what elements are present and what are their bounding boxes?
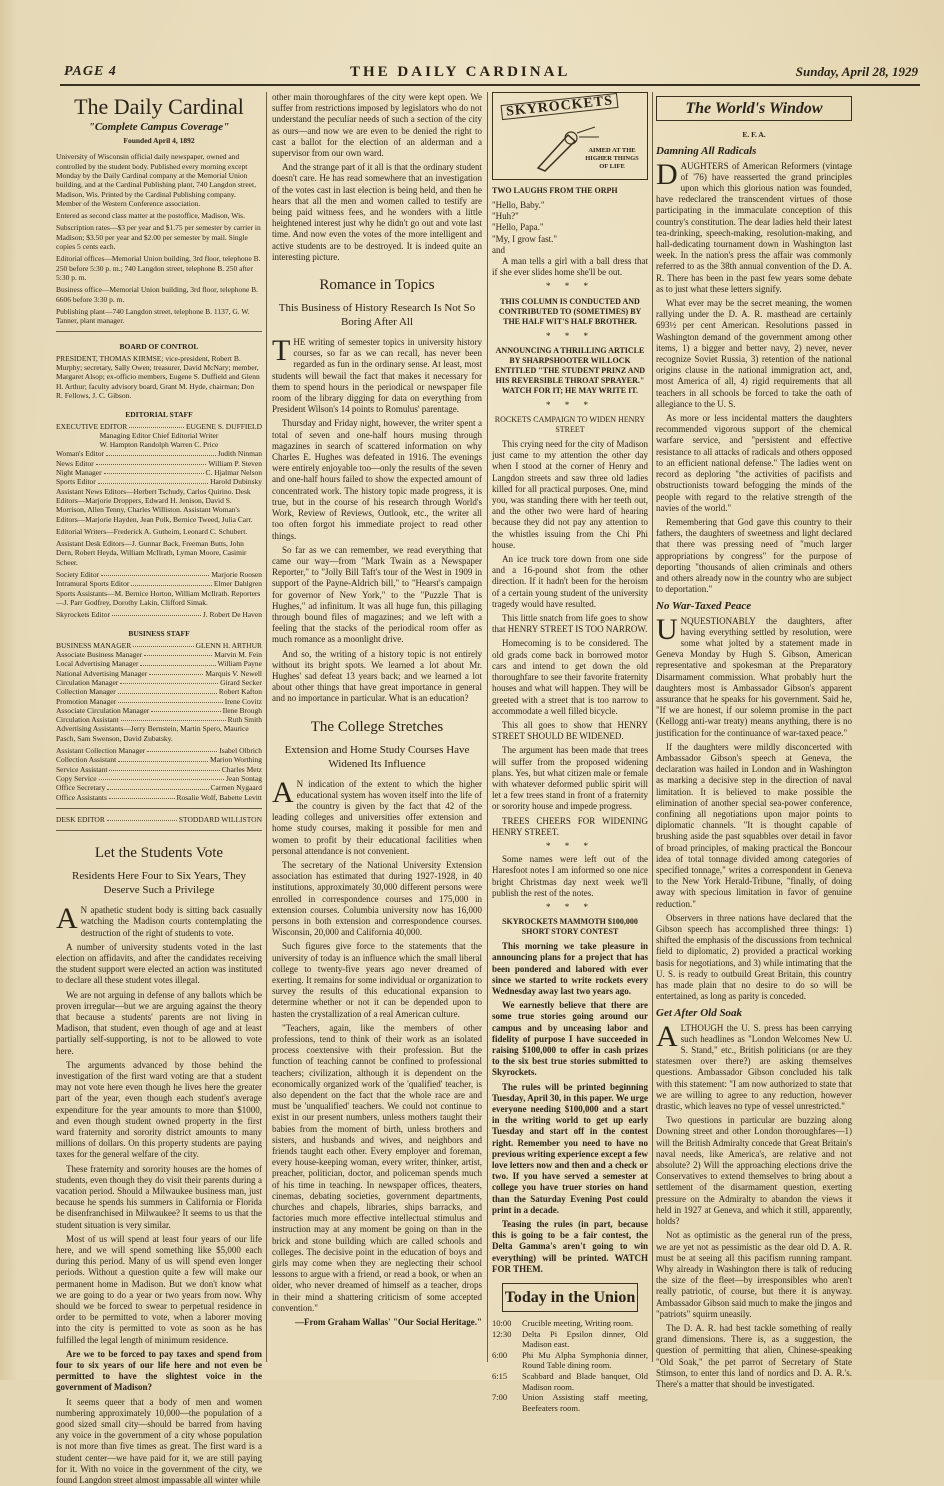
article-paragraph: Not as optimistic as the general run of the press, we are yet not as pessimistic as the dear old D. A. R. must be at seeing all this pacifism running rampant. Why already in Washington there is talk of reducing the size of the fleet—by irresponsibles who aren't really patriotic, of course, but there it is anyway. Ambassador Gibson said much to make the jingos and "patriots" squirm uneasily. — [656, 1230, 852, 1319]
writers-text: Editorial Writers—Frederick A. Gutheim, Leonard C. Schubert. — [56, 526, 248, 536]
staff-row: Night Manager C. Hjalmar Nelson — [56, 468, 262, 478]
column-paragraph: Some names were left out of the Haresfoot notes I am informed so one nice bright Christmas day next week we'll publish the rest of the notes. — [492, 854, 648, 898]
thrilling-notice: ANNOUNCING A THRILLING ARTICLE BY SHARPSHOOTER WILLOCK ENTITLED "THE STUDENT PRINZ AND HIS REVERSIBLE THROAT SPRAYER." WATCH FOR IT; HE MAY WRITE IT. — [494, 345, 646, 395]
subhead: No War-Taxed Peace — [656, 600, 752, 613]
editorial-paragraph: It seems queer that a body of men and women numbering approximately 10,000—the population of a good sized small city—should be barred from having any voice in the government of a city whose population is not more than five times as great. The first ward is a student center—we have paid for it, we are still paying for it. With no voice in the government of the city, we found Langdon street almost impassable all winter while — [56, 1396, 262, 1486]
editorial-paragraph: And so, the writing of a history topic is not entirely without its bright spots. We learned a lot about Mr. Hughes' sad defeat 13 years back; and we learned a lot about other things that have great importance in general and no importance in particular. What is an education? — [272, 648, 482, 704]
orph-line: "Hello, Baby." — [492, 200, 545, 210]
worlds-window-heading: The World's Window — [656, 96, 852, 121]
widen-heading: ROCKETS CAMPAIGN TO WIDEN HENRY STREET — [494, 415, 646, 435]
contest-paragraph: We earnestly believe that there are some true stories going around our campus and by unceasing labor and fidelity of purpose I have succeeded in raising $100,000 to offer in cash prizes to the six best true stories submitted to Skyrockets. — [492, 1000, 648, 1078]
drop-cap: A — [656, 1019, 678, 1053]
editorial-paragraph: N indication of the extent to which the higher educational system has woven itself into the life of the country is given by the fact that 42 of the leading colleges and universities offer extension and home study courses, making it possible for men and women to profit by their educational facilities when personal attendance is not convenient. — [272, 778, 482, 856]
board-text: PRESIDENT, THOMAS KIRMSE; vice-president, Robert B. Murphy; secretary, Sally Owen; treasurer, David McNary; member, Margaret Alsop; ex-officio members, Eugene S. Duffield and Glenn H. Arthur; faculty advisory board, Grant M. Hyde, chairman; Don R. Fellows, J. C. Gibson. — [56, 353, 260, 400]
editorial-paragraph: Most of us will spend at least four years of our life here, and we will spend something like $5,000 each during this period. Many of us will spend even longer periods. Without a question quite a few will make our permanent home in Madison. But we don't know what we are going to do a year or two years from now. Why should we be forced to swear to perpetual residence in order to be permitted to vote, when a laborer moving into the city is permitted to vote as soon as he has fulfilled the legal length of minimum residence. — [56, 1233, 262, 1345]
editorial-paragraph: The arguments advanced by those behind the investigation of the first ward voting are that a student may not vote here even though he lives here the greater part of the year, even though each student's average expenditure for the year amounts to more than $1000, and even though student owned property in the first ward fraternity and sorority district amounts to many millions of dollars. On this property students are paying taxes for the general welfare of the city. — [56, 1059, 262, 1160]
business-staff-heading: BUSINESS STAFF — [128, 629, 190, 639]
editorial-paragraph: HE writing of semester topics in university history courses, so far as we can recall, has never been regarded as fun in the ordinary sense. At least, most students will bewail the fact that makes it necessary for them to spend hours in the periodical or newspaper file room of the library digging for data on everything from President Wilson's 14 points to Romulus' parentage. — [272, 337, 482, 415]
author-initials: E. F. A. — [742, 130, 766, 140]
staff-row: Copy Service Jean Sontag — [56, 773, 262, 783]
staff-row: Circulation Assistant Ruth Smith — [56, 715, 262, 725]
staff-row: Local Advertising Manager William Payne — [56, 659, 262, 669]
issue-date: Sunday, April 28, 1929 — [795, 64, 918, 79]
editorial-paragraph: These fraternity and sorority houses are the homes of students, even though they do visit their parents during a vacation period. Should a Milwaukee business man, just because he spends his summers in California or Florida be disenfranchised in Milwaukee? It seems to us that the student situation is very similar. — [56, 1163, 262, 1230]
managing-names: W. Hampton Randolph Warren C. Price — [99, 440, 219, 450]
drop-cap: U — [656, 612, 678, 646]
staff-row: Office Secretary Carmen Nygaard — [56, 783, 262, 793]
board-heading: BOARD OF CONTROL — [119, 342, 199, 352]
column-paragraph: This little snatch from life goes to show that HENRY STREET IS TOO NARROW. — [492, 613, 648, 635]
contest-paragraph: Teasing the rules (in part, because this is going to be a fair contest, the Delta Gamma's aren't going to win everything) will be printed. WATCH FOR THEM. — [492, 1219, 648, 1274]
schedule-item: 6:15 Scabbard and Blade banquet, Old Madison room. — [492, 1371, 648, 1392]
about-text: University of Wisconsin official daily newspaper, owned and controlled by the student body. Published every morning except Monday by the Daily Cardinal company at the Memorial Union building, and at the Cardinal Publishing plant, 740 Langdon street, Madison, Wis. Printed by the Cardinal Publishing company. Member of the Western Conference association. — [56, 152, 256, 208]
column-rule — [266, 92, 267, 1362]
editorial-headline: The College Stretches — [310, 718, 444, 735]
article-paragraph: LTHOUGH the U. S. press has been carrying such headlines as "London Welcomes New U. S. Stand," etc., British politicians (or are they statesmen over there?) are asking themselves questions. Ambassador Gibson concluded his talk with this statement: "I am now authorized to state that we are willing to agree to any reduction, however drastic, which leaves no type of vessel unrestricted." — [656, 1022, 852, 1112]
editorial-deck: This Business of History Research Is Not So Boring After All — [278, 302, 476, 329]
conducted-notice: THIS COLUMN IS CONDUCTED AND CONTRIBUTED TO (SOMETIMES) BY THE HALF WIT'S HALF BROTHER. — [498, 296, 642, 326]
article-paragraph: Remembering that God gave this country to their fathers, the daughters of sweetness and light declared that there was pressing need of "much larger appropriations by congress" for the purpose of deporting "thousands of alien criminals and others and others already now in the country who are subject to deportation." — [656, 516, 852, 595]
editorial-staff-heading: EDITORIAL STAFF — [125, 410, 193, 420]
plant-text: Publishing plant—740 Langdon street, telephone B. 1137, G. W. Tanner, plant manager. — [56, 306, 250, 326]
staff-row: Promotion Manager Irene Covitz — [56, 696, 262, 706]
column-4 — [656, 92, 852, 1389]
schedule-item: 12:30 Delta Pi Epsilon dinner, Old Madison east. — [492, 1328, 648, 1350]
desk-editors-text: Assistant News Editors—Herbert Tschudy, Carlos Quirino. Desk Editors—Marjorie Droppers, Edward H. Jenison, David S. Morrison, Allen Tenny, Charles Williston. Assistant Woman's Editors—Marjorie Hayden, Jean Polk, Bernice Tweed, Julia Carr. — [56, 486, 253, 524]
editorial-paragraph: Such figures give force to the statements that the university of today is an influence which the small liberal college to twenty-five years ago never dreamed of exerting. It remains for some individual or organization to survey the results of this educational expansion to determine whether or not it can be depended upon to hasten the crystallization of a real American culture. — [272, 941, 482, 1019]
column-paragraph: The argument has been made that trees will suffer from the proposed widening plans. Yes, but what citizen male or female with whatever deformed public spirit will let a few trees stand in front of a fraternity or sorority house and impede progress. — [492, 745, 648, 812]
editorial-paragraph: A number of university students voted in the last election on affidavits, and after the candidates receiving the student support were elected an action was instituted to declare all these student votes illegal. — [56, 941, 262, 986]
entered-text: Entered as second class matter at the postoffice, Madison, Wis. — [56, 211, 245, 221]
article-paragraph: If the daughters were mildly disconcerted with Ambassador Gibson's speech at Geneva, the declaration was hailed in London and in Washington as marking a decisive step in the direction of naval limitation. It is believed to make possible the elimination of another special sea-power conference, confining all negotiations upon major points to diplomatic channels. "It is thought capable of brushing aside the past squabbles over detail in favor of broad principles, of making practical the Boncour idea of total tonnage divided among categories of specified tonnage," writes a correspondent in Geneva to the New York Herald-Tribune, "finally, of doing away with specious limitation in favor of genuine reduction." — [656, 741, 852, 909]
editorial-paragraph: N apathetic student body is sitting back casually watching the Madison courts contemplating the destruction of the right of students to vote. — [80, 905, 262, 938]
article-paragraph: What ever may be the secret meaning, the women rallying under the D. A. R. masthead are certainly 693½ per cent American. Resolutions passed in Washington demand of the government among other items, 1) a bigger and better navy, 2) never, never recognize Soviet Russia, 3) retention of the national origins clause in the national immigration act, and, most America of all, 4) rigid requirements that all teachers in all schools be forced to take the oath of allegiance to the U. S. — [656, 298, 852, 409]
editorial-headline: Romance in Topics — [319, 277, 435, 294]
column-paragraph: TREES CHEERS FOR WIDENING HENRY STREET. — [492, 815, 648, 837]
staff-row: Sports Editor Harold Dubinsky — [56, 477, 262, 487]
drop-cap: A — [272, 775, 294, 809]
editorial-paragraph: Thursday and Friday night, however, the writer spent a total of seven and one-half hours musing through magazines in search of scattered information on why Charles E. Hughes was defeated in 1916. The evenings were entirely enjoyable too—only the results of the seven and one-half hours failed to show the expected amount of concentrated work. The history topic made progress, it is true, but in the course of his research through World's Work, Review of Reviews, Outlook, etc., the writer all too often forgot his immediate project to read other things. — [272, 418, 482, 541]
sports-assistants-text: Sports Assistants—M. Bernice Horton, William McIlrath. Reporters—J. Parr Godfrey, Dorothy Lakin, Clifford Simak. — [56, 588, 261, 607]
article-paragraph: As more or less incidental matters the daughters recommended vigorous support of the chemical warfare service, and "persistent and effective resistance to all attacks of radicals and others opposed to an efficient national defense." The ladies went on record as deploring "the activities of pacifists and obstructionists toward befogging the minds of the people with regard to the relative strength of the navies of the world." — [656, 413, 852, 513]
exec-editor-row: EXECUTIVE EDITOR EUGENE S. DUFFIELD — [56, 421, 262, 431]
editorial-paragraph: So far as we can remember, we read everything that came our way—from "Mark Twain as a Newspaper Reporter," to "Jolly Bill Taft's tour of the West in 1909 in support of the Payne-Aldrich bill," to "Hearst's campaign for governor of New York," to the "Puzzle That is Hughes," ad infinitum. It was all huge fun, this pillaging through bound files of magazines; and we left with a feeling that the stacks of the periodical room offer as much romance as a moonlight drive. — [272, 544, 482, 645]
orph-line: "Huh?" — [492, 211, 519, 222]
column-rule — [487, 92, 488, 1362]
article-paragraph: NQUESTIONABLY the daughters, after having everything settled by resolution, were some what jolted by a statement made in Geneva Monday by Hugh S. Gibson, American representative and spokesman at the Preparatory Disarmament commission. What probably hurt the daughters most is Ambassador Gibson's apparent assurance that he speaks for his government. Said he, "If we are honest, if our solemn promise in the pact (Kellogg anti-war treaty) means anything, there is no justification for the continuance of war-taxed peace." — [656, 615, 852, 738]
column-3: SKYROCKETS AIMED AT THE HIGHER THINGS OF LIFE TWO LAUGHS FROM THE ORPH "Hello, Baby." "Huh?" "Hello, Papa." "My, I grow fast." and A man tells a girl with a ball dress that if she ever slides home she'll be out. * * * THIS COLUMN IS CONDUCTED AND CONTRIBUTED TO (SOMETIMES) BY THE HALF WIT'S HALF BROTHER. * * * ANNOUNCING A THRILLING ARTICLE BY SHARPSHOOTER WILLOCK ENTITLED "THE STUDENT PRINZ AND HIS REVERSIBLE THROAT SPRAYER." WATCH FOR IT; HE MAY WRITE IT. * * * ROCKETS CAMPAIGN TO WIDEN HENRY STREET This crying need for the city of Madison just came to my attention the other day when I stood at the corner of Henry and Langdon streets and saw three old ladies killed for all practical purposes. One, mind you, was standing there with her teeth out, and the other two were hard of hearing because they did not pay any attention to the whistles issuing from the Chi Phi house. An ice truck tore down from one side and a 16-pound shot from the other direction. If it hadn't been for the heroism of a certain young student of the university tragedy would have resulted. This little snatch from life goes to show that HENRY STREET IS TOO NARROW. Homecoming is to be considered. The old grads come back in borrowed motor cars and intend to get down the old thoroughfare to see their favorite fraternity houses and what will happen. They will be greeted with a street that is too narrow to accommodate a well filled bicycle. This all goes to show that HENRY STREET SHOULD BE WIDENED. The argument has been made that trees will suffer from the proposed widening plans. Yes, but what citizen male or female with whatever deformed public spirit will let a few trees stand in front of a fraternity or sorority house and impede progress. TREES CHEERS FOR WIDENING HENRY STREET. * * * Some names were left out of the Haresfoot notes I am informed so one nice bright Christmas day next week we'll publish the rest of the notes. * * * SKYROCKETS MAMMOTH $100,000 SHORT STORY CONTEST This morning we take pleasure in announcing plans for a project that has been pondered and labored with ever since we started to write rockets every Wednesday away last two years ago. We earnestly believe that there are some true stories going around our campus and by unceasing labor and fidelity of purpose I have succeeded in raising $100,000 to offer in cash prizes to the six best true stories submitted to Skyrockets. The rules will be printed beginning Tuesday, April 30, in this paper. We urge everyone needing $100,000 and a start in the writing world to get up early Tuesday and start off in the contest right. Remember you need to have no previous writing experience except a few love letters now and then and a check or two. If you have served a semester at college you have truer stories on hand than the Saturday Evening Post could print in a decade. Teasing the rules (in part, because this is going to be a fair contest, the Delta Gamma's aren't going to win everything) will be printed. WATCH FOR THEM. Today in the Union 10:00 Crucible meeting, Writing room. 12:30 Delta Pi Epsilon dinner, Old Madison east. 6:00 Phi Mu Alpha Symphonia dinner, Round Table dining room. 6:15 Scabbard and Blade banquet, Old Madison room. 7:00 Union Assisting staff meeting, Beefeaters room. — [492, 93, 648, 1413]
assistant-desk-text: Assistant Desk Editors—J. Gunnar Back, Freeman Butts, John Dern, Robert Heyda, William McIlrath, Lyman Moore, Casimir Scheer. — [56, 539, 247, 567]
nameplate: The Daily Cardinal — [74, 94, 244, 119]
column-rule — [652, 92, 653, 1362]
staff-row: Collection Manager Robert Kafton — [56, 687, 262, 697]
contest-paragraph: This morning we take pleasure in announcing plans for a project that has been pondered and labored with ever since we started to write rockets every Wednesday away last two years ago. — [492, 941, 648, 996]
skyrockets-tagline: AIMED AT THE HIGHER THINGS OF LIFE — [585, 147, 639, 170]
joke-text: A man tells a girl with a ball dress that if she ever slides home she'll be out. — [492, 256, 648, 278]
and-word: and — [492, 244, 505, 255]
staff-row: Office Assistants Rosalie Wolf, Babette Levitt — [56, 792, 262, 802]
staff-row: Intramural Sports Editor Elmer Dahlgren — [56, 579, 262, 589]
founded-line: Founded April 4, 1892 — [123, 136, 195, 146]
editorial-headline: Let the Students Vote — [94, 845, 224, 862]
editorial-paragraph: We are not arguing in defense of any ballots which be proven irregular—but we are arguing against the theory that because a students' parents are not living in Madison, that student, even though of age and at least partially self-supporting, is not to be allowed to vote here. — [56, 989, 262, 1056]
schedule-item: 10:00 Crucible meeting, Writing room. — [492, 1318, 634, 1329]
orph-heading: TWO LAUGHS FROM THE ORPH — [492, 186, 618, 195]
quote-attribution: —From Graham Wallas' "Our Social Heritage." — [295, 1317, 482, 1328]
editorial-deck: Extension and Home Study Courses Have Widened Its Influence — [284, 743, 470, 770]
column-paragraph: This all goes to show that HENRY STREET SHOULD BE WIDENED. — [492, 719, 648, 742]
schedule-item: 6:00 Phi Mu Alpha Symphonia dinner, Round Table dining room. — [492, 1349, 648, 1371]
article-paragraph: Two questions in particular are buzzing along Downing street and other London thoroughfares—1) will the British Admiralty concede that Great Britain's naval needs, like America's, are relative and not absolute? 2) Will the approaching elections drive the Conservatives to extend themselves to bring about a settlement of the disarmament question, exerting pressure on the Admiralty to abandon the views it held in 1927 at Geneva, and which it still, apparently, holds? — [656, 1115, 852, 1227]
editorial-paragraph: The secretary of the National University Extension association has estimated that during 1927-1928, in 40 institutions, approximately 30,000 different persons were enrolled in correspondence courses and 175,000 in extension courses. Columbia university now has 16,000 persons in both extension and correspondence courses. Wisconsin, 20,000 and California 40,000. — [272, 859, 482, 938]
advertising-assistants-text: Advertising Assistants—Jerry Bernstein, Martin Spero, Maurice Pasch, Sam Swenson, David Zubatsky. — [56, 724, 249, 743]
column-paragraph: An ice truck tore down from one side and a 16-pound shot from the other direction. If it hadn't been for the heroism of a certain young student of the university tragedy would have resulted. — [492, 554, 648, 609]
business-office-text: Business office—Memorial Union building, 3rd floor, telephone B. 6606 before 3:30 p. m. — [56, 285, 259, 304]
paper-title: THE DAILY CARDINAL — [350, 64, 571, 80]
article-paragraph: The D. A. R. had best tackle something of really grand dimensions. There is, as a suggestion, the question of permitting that alien, Chinese-speaking "Old Soak," the pet parrot of Secretary of State Stimson, to enter this land of nordics and D. A. R.'s. There's a matter that should be investigated. — [656, 1322, 852, 1389]
staff-row: News Editor William P. Steven — [56, 458, 262, 468]
staff-row: Service Assistant Charles Metz — [56, 764, 262, 774]
masthead — [60, 62, 920, 86]
subscription-text: Subscription rates—$3 per year and $1.75 per semester by carrier in Madison; $3.50 per year and $2.00 per semester by mail. Single copies 5 cents each. — [56, 223, 261, 252]
staff-row: Collection Assistant Marion Worthing — [56, 755, 262, 765]
subhead: Get After Old Soak — [656, 1007, 743, 1020]
drop-cap: T — [272, 334, 291, 368]
offices-text: Editorial offices—Memorial Union building, 3rd floor, telephone B. 250 before 5:30 p. m.; 740 Langdon street, telephone B. 250 after 5:30 p. m. — [56, 254, 261, 282]
editorial-paragraph: "Teachers, again, like the members of other professions, tend to think of their work as an isolated process coextensive with their profession. But the function of teaching cannot be confined to professional teachers; civilization, although it is dependent on the economically organized work of the 'qualified' teacher, is also dependent on the fact that the whole race are and must be 'unqualified' teachers. We could not continue to exist in our present numbers, unless mothers taught their babies from the moment of birth, unless brothers and sisters, and husbands and wives, and neighbors and friends taught each other. Every employer and foreman, every house-keeping woman, every writer, thinker, artist, preacher, politician, doctor, and policeman spends much of his time in teaching. In newspaper offices, theaters, cinemas, debating societies, government departments, churches and chapels, libraries, ships barracks, and factories much more effective intellectual stimulus and instruction may at any moment be going on than in the brick and stone building which are called schools and colleges. The decisive point in the education of boys and girls may come when they are neglecting their school lessons to argue with a friend, or read a book, or when an older, who never dreamed of himself as a teacher, drops in their mind a shattering criticism of some accepted convention." — [272, 1022, 482, 1313]
managing-label: Managing Editor Chief Editorial Writer — [99, 430, 219, 440]
drop-cap: D — [656, 157, 678, 191]
column-1 — [56, 92, 262, 1486]
column-paragraph: This crying need for the city of Madison just came to my attention the other day when I stood at the corner of Henry and Langdon streets and saw three old ladies killed for all practical purposes. One, mind you, was standing there with her teeth out, and the other two were hard of hearing because they did not pay any attention to the whistles issuing from the Chi Phi house. — [492, 439, 648, 550]
page-label: PAGE 4 — [64, 64, 117, 79]
subhead: Damning All Radicals — [656, 145, 757, 158]
desk-editor-row: DESK EDITOR STODDARD WILLISTON — [56, 814, 262, 824]
contest-heading: SKYROCKETS MAMMOTH $100,000 SHORT STORY CONTEST — [502, 917, 638, 937]
staff-row: Woman's Editor Judith Ninman — [56, 449, 262, 459]
orph-line: "Hello, Papa." — [492, 222, 544, 233]
business-manager-row: BUSINESS MANAGER GLENN H. ARTHUR — [56, 640, 262, 650]
staff-row: Assistant Collection Manager Isabel Olbrich — [56, 746, 262, 756]
editorial-paragraph: Are we to be forced to pay taxes and spend from four to six years of our life here and not even be permitted to have the slightest voice in the government of Madison? — [56, 1348, 262, 1393]
editorial-paragraph: And the strange part of it all is that the ordinary student doesn't care. He has read somewhere that an investigation of the votes cast in last election is being held, and then he hears that all the men and women called to testify are being paid witness fees, and he wonders with a little heightened interest just why he didn't go out and vote last time. And now even the votes of the more intelligent and active students are to be destroyed. It is indeed quite an interesting picture. — [272, 162, 482, 262]
staff-row: Associate Circulation Manager Ilene Brough — [56, 705, 262, 715]
column-2 — [272, 92, 482, 1372]
editorial-paragraph: other main thoroughfares of the city were kept open. We suffer from restrictions imposed by legislators who do not understand the peculiar needs of such a section of the city as ours—and now we are even to be denied the right to cast a ballot for the election of an alderman and a supervisor from our own ward. — [272, 92, 482, 159]
staff-row: Skyrockets Editor J. Robert De Haven — [56, 610, 262, 620]
column-paragraph: Homecoming is to be considered. The old grads come back in borrowed motor cars and intend to get down the old thoroughfare to see their favorite fraternity houses and what will happen. They will be greeted with a street that is too narrow to accommodate a well filled bicycle. — [492, 638, 648, 716]
orph-line: "My, I grow fast." — [492, 233, 558, 244]
staff-row: Society Editor Marjorie Roosen — [56, 569, 262, 579]
drop-cap: A — [56, 902, 78, 936]
staff-row: Circulation Manager Girard Secker — [56, 677, 262, 687]
article-paragraph: AUGHTERS of American Reformers (vintage of '76) have reasserted the grand principles upon which this glorious nation was founded, have redeclared the transcendent virtues of those participating in the immaculate conception of this country's constitution. The dear ladies held their latest tea-drinking, speech-making, resolution-making, and hall-dedicating tournament down in Washington last week. In the nation's press the affair was commonly referred to as the 38th annual convention of the D. A. R. There has been in the past few years some debate as to just what these letters signify. — [656, 160, 852, 294]
skyrockets-logo — [492, 92, 648, 180]
slogan: "Complete Campus Coverage" — [88, 121, 230, 133]
skyrockets-title: SKYROCKETS — [501, 93, 619, 120]
schedule-item: 7:00 Union Assisting staff meeting, Beefeaters room. — [492, 1392, 648, 1413]
article-paragraph: Observers in three nations have declared that the Gibson speech has accomplished three things: 1) shifted the emphasis of the discussions from technical field to diplomatic, 2) provided a practical working basis for negotiations, and 3) while intimating that the U. S. is ready to outbuild Great Britain, this country has made plain that no desire to do so will be entertained, as long as parity is conceded. — [656, 912, 852, 1002]
staff-row: Associate Business Manager Marvin M. Fein — [56, 650, 262, 660]
today-in-union-heading: Today in the Union — [502, 1283, 638, 1312]
editorial-deck: Residents Here Four to Six Years, They Deserve Such a Privilege — [72, 870, 246, 897]
contest-paragraph: The rules will be printed beginning Tuesday, April 30, in this paper. We urge everyone needing $100,000 and a start in the writing world to get up early Tuesday and start off in the contest right. Remember you need to have no previous writing experience except a few love letters now and then and a check or two. If you have served a semester at college you have truer stories on hand than the Saturday Evening Post could print in a decade. — [492, 1081, 648, 1215]
staff-row: National Advertising Manager Marquis V. Newell — [56, 668, 262, 678]
union-schedule — [492, 1318, 648, 1413]
